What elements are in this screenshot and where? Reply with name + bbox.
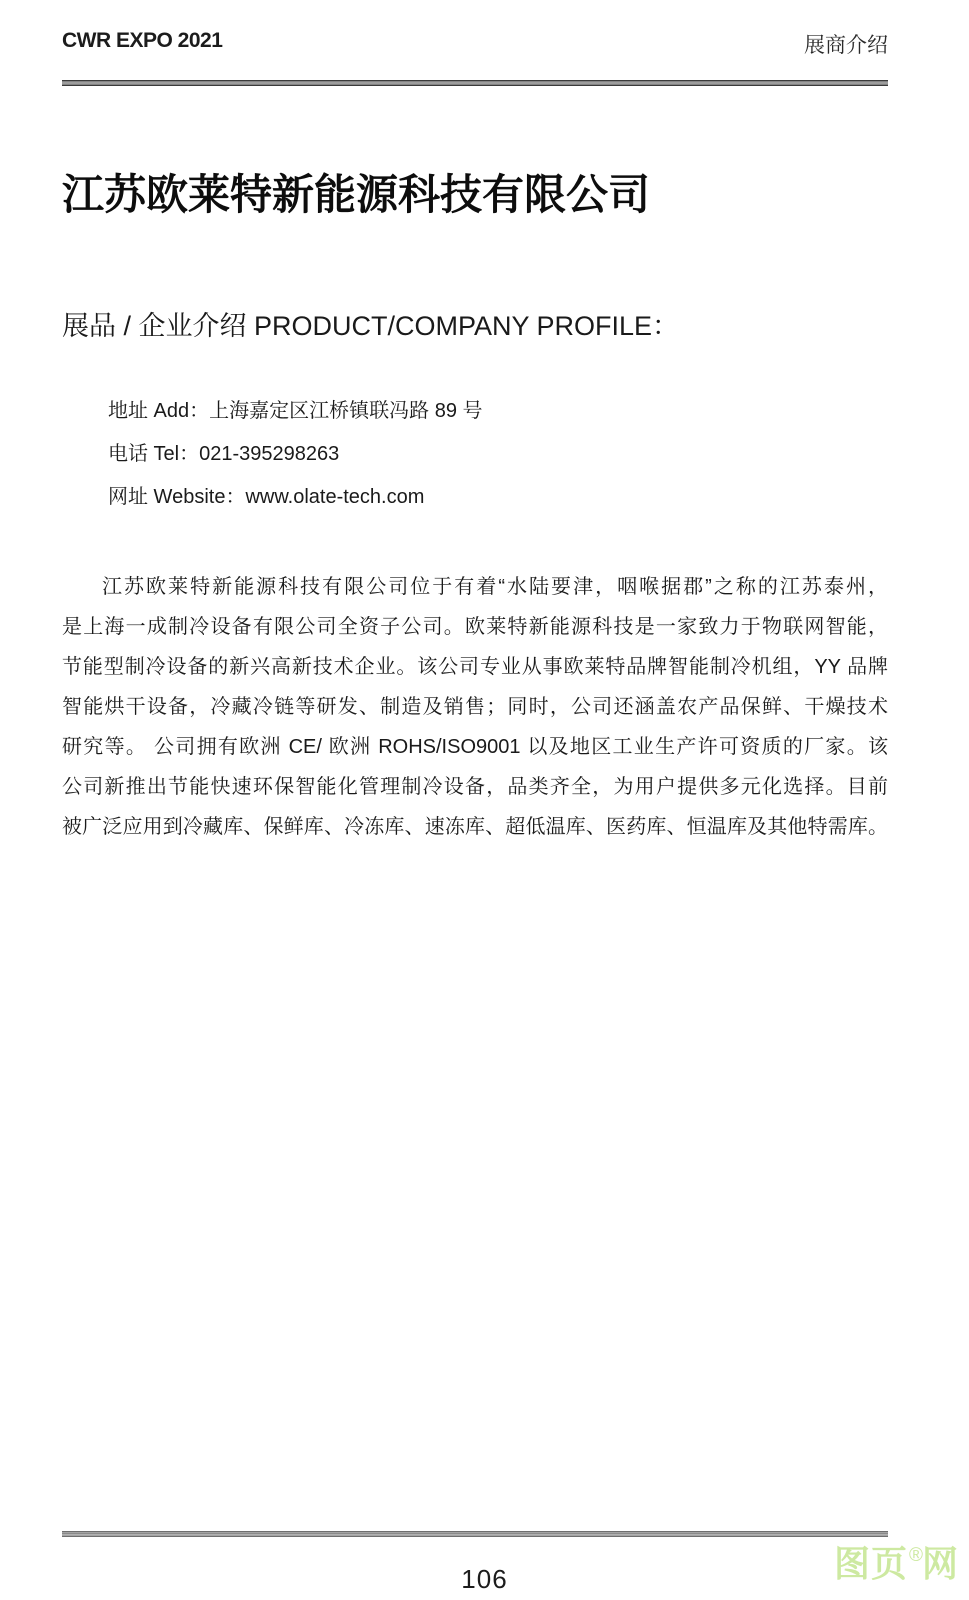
watermark-text-right: 网	[921, 1543, 959, 1584]
page-number: 106	[461, 1564, 508, 1594]
contact-tel: 电话 Tel：021-395298263	[108, 443, 340, 465]
profile-text-line: 是上海一成制冷设备有限公司全资子公司。欧莱特新能源科技是一家致力于物联网智能，	[62, 616, 888, 638]
profile-text-line: 智能烘干设备，冷藏冷链等研发、制造及销售；同时，公司还涵盖农产品保鲜、干燥技术	[62, 696, 888, 718]
profile-text-line: 节能型制冷设备的新兴高新技术企业。该公司专业从事欧莱特品牌智能制冷机组，YY 品牌	[62, 656, 888, 678]
watermark-text-left: 图页	[833, 1543, 908, 1584]
company-profile-paragraph	[62, 567, 888, 847]
contact-address: 地址 Add：上海嘉定区江桥镇联冯路 89 号	[108, 400, 483, 422]
expo-brand-text: CWR EXPO 2021	[62, 29, 223, 52]
profile-text-line: 江苏欧莱特新能源科技有限公司位于有着“水陆要津，咽喉据郡”之称的江苏泰州，	[102, 576, 888, 598]
watermark-logo	[834, 1541, 959, 1594]
page-header	[62, 29, 888, 59]
profile-text-line: 研究等。 公司拥有欧洲 CE/ 欧洲 ROHS/ISO9001 以及地区工业生产许可资质的厂家。该	[62, 736, 888, 758]
profile-text-line: 被广泛应用到冷藏库、保鲜库、冷冻库、速冻库、超低温库、医药库、恒温库及其他特需库。	[62, 816, 888, 838]
company-title: 江苏欧莱特新能源科技有限公司	[62, 171, 651, 218]
header-divider-line	[62, 80, 888, 86]
contact-block	[108, 390, 483, 519]
header-section-label: 展商介绍	[804, 34, 888, 57]
profile-text-line: 公司新推出节能快速环保智能化管理制冷设备，品类齐全，为用户提供多元化选择。目前	[62, 776, 888, 798]
contact-website: 网址 Website：www.olate-tech.com	[108, 486, 425, 508]
registered-trademark-icon: ®	[908, 1545, 923, 1566]
footer-divider-line	[62, 1531, 888, 1537]
profile-section-heading: 展品 / 企业介绍 PRODUCT/COMPANY PROFILE：	[62, 311, 680, 341]
